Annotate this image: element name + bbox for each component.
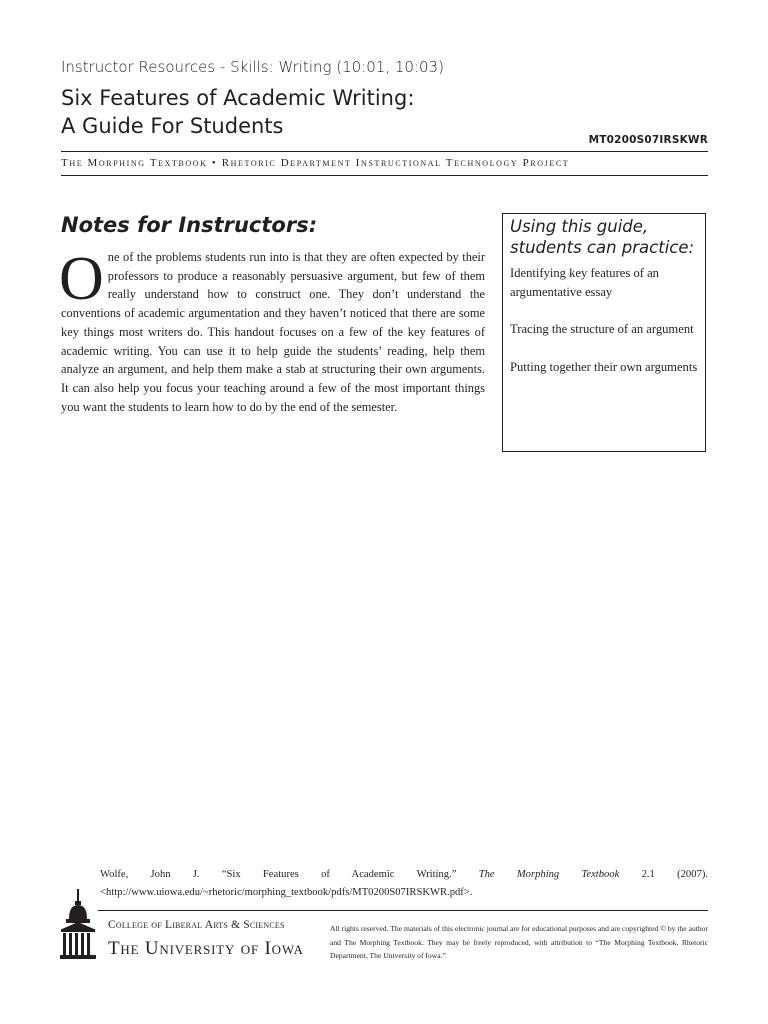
- practice-list: [510, 264, 705, 377]
- notes-heading: Notes for Instructors:: [61, 213, 318, 237]
- practice-item: Identifying key features of an argumentative essay: [510, 266, 659, 300]
- practice-box: [502, 213, 706, 452]
- rights-notice: All rights reserved. The materials of this electronic journal are for educational purposes and are copyrighted © by the author and The Morphing Textbook. They may be freely reproduced, with attribution to “The Morphing Textbook, Rhetoric Department, The University of Iowa.”: [330, 924, 708, 961]
- citation-text-after: 2.1 (2007). <http://www.uiowa.edu/~rhetoric/morphing_textbook/pdfs/MT0200S07IRSKWR.pdf>.: [100, 869, 708, 898]
- old-capitol-logo-icon: [58, 889, 98, 961]
- document-title: [61, 84, 414, 140]
- citation-text-before: Wolfe, John J. “Six Features of Academic Writing.”: [100, 869, 479, 880]
- practice-heading: Using this guide, students can practice:: [510, 217, 695, 257]
- intro-paragraph: [59, 245, 485, 416]
- document-title-line-1: Six Features of Academic Writing:: [61, 86, 415, 110]
- header-kicker: Instructor Resources - Skills: Writing (10:01, 10:03): [61, 58, 444, 76]
- practice-item: Putting together their own arguments: [510, 359, 698, 374]
- intro-text: ne of the problems students run into is that they are often expected by their professors to produce a reasonably persuasive argument, but few of them really understand how to construct one. They don’t understand the conventions of academic argumentation and they haven’t noticed that there are some key things most writers do. This handout focuses on a few of the key features of academic writing. You can use it to help guide the students’ reading, help them analyze an argument, and help them make a stab at structuring their own arguments. It can also help you focus your teaching around a few of the most important things you want the students to learn how to do by the end of the semester.: [61, 250, 485, 414]
- document-code: MT0200S07IRSKWR: [588, 134, 708, 146]
- practice-item: Tracing the structure of an argument: [510, 322, 694, 337]
- footer-rule: [98, 910, 708, 911]
- header-rule-top: [61, 151, 708, 152]
- header-rule-bottom: [61, 175, 708, 176]
- document-title-line-2: A Guide For Students: [61, 114, 284, 138]
- project-line: The Morphing Textbook • Rhetoric Department Instructional Technology Project: [61, 157, 570, 169]
- citation-journal: The Morphing Textbook: [478, 869, 620, 880]
- college-name: College of Liberal Arts & Sciences: [108, 919, 285, 931]
- drop-cap: O: [59, 245, 104, 313]
- university-name: The University of Iowa: [108, 938, 304, 959]
- citation: [100, 866, 708, 902]
